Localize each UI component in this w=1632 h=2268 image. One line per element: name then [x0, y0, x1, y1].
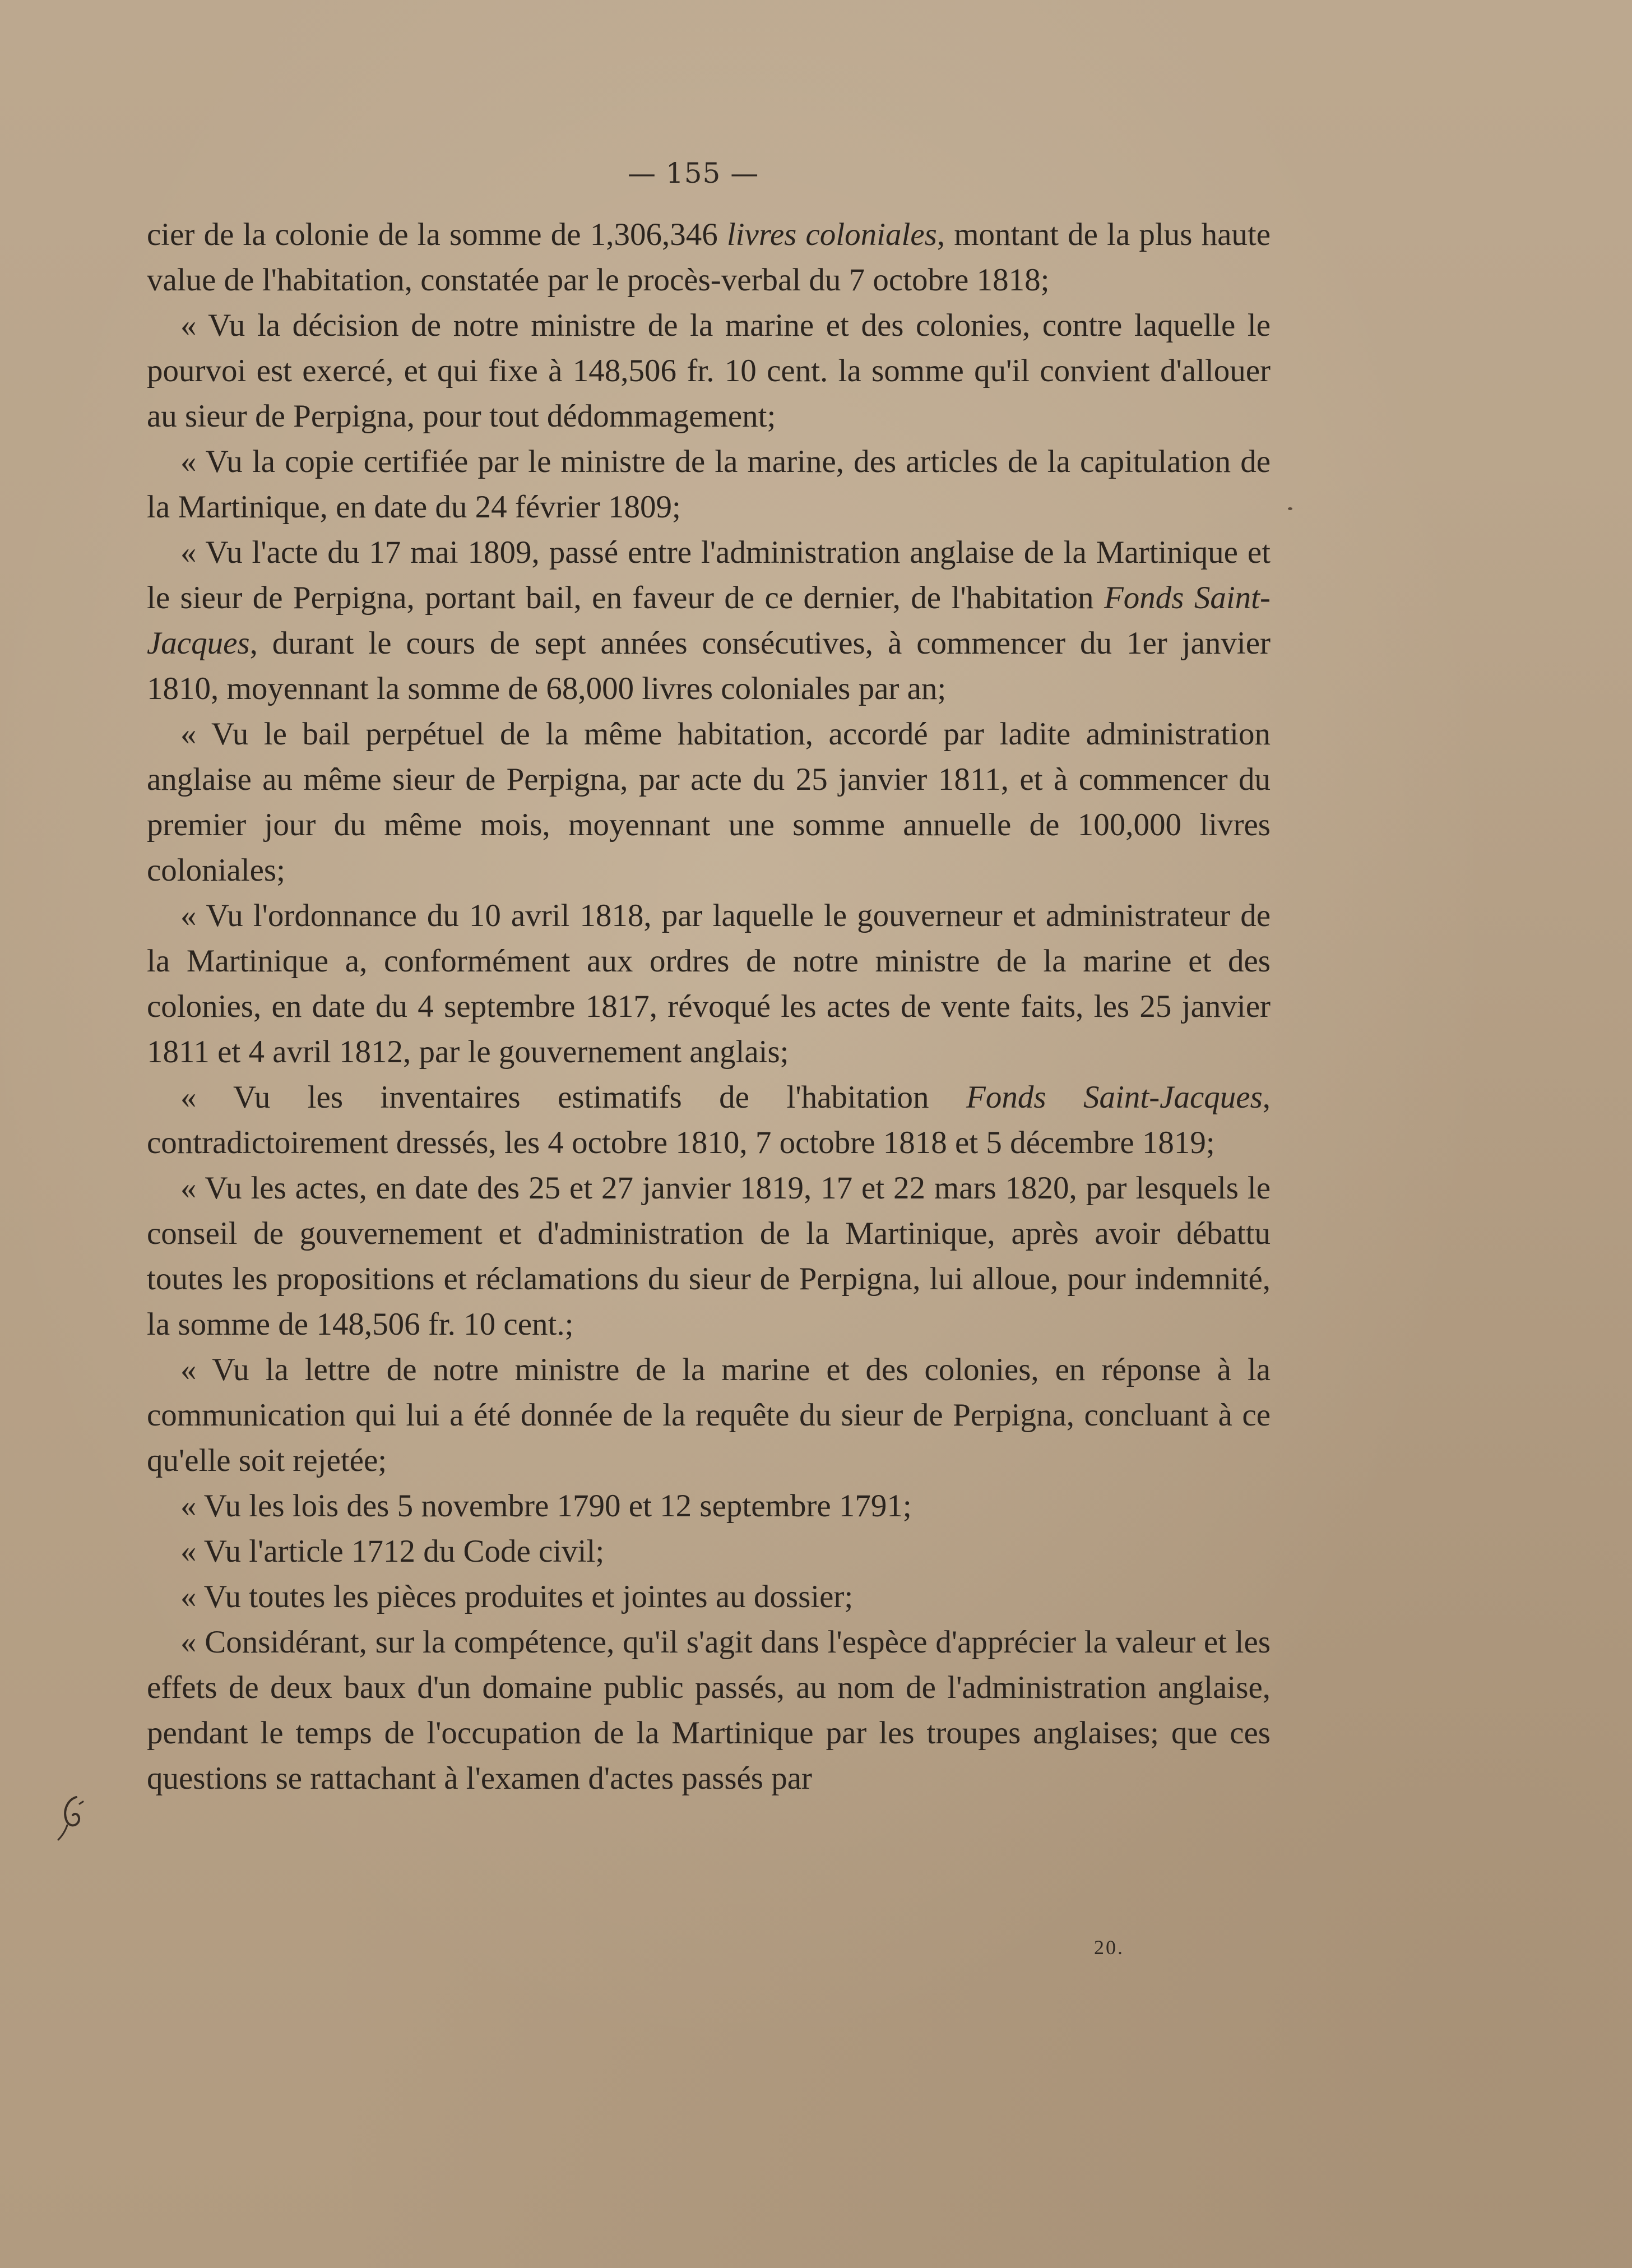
text-run: « Vu les actes, en date des 25 et 27 janvier 1819, 17 et 22 mars 1820, par lesquels le conseil de gouvernement et d'administration de la Martinique, après avoir débattu toutes les propositions et réclamations du sieur de Perpigna, lui alloue, pour indemnité, la somme de 148,506 fr. 10 cent.;: [147, 1170, 1271, 1342]
paragraph: [147, 212, 1271, 303]
italic-text: Fonds Saint-Jacques: [147, 580, 1271, 661]
text-run: « Considérant, sur la compétence, qu'il s'agit dans l'espèce d'apprécier la valeur et les effets de deux baux d'un domaine public passés, au nom de l'administration anglaise, pendant le temps de l'occupation de la Martinique par les troupes anglaises; que ces questions se rattachant à l'examen d'actes passés par: [147, 1624, 1271, 1796]
text-run: « Vu l'article 1712 du Code civil;: [180, 1534, 605, 1569]
text-run: « Vu les inventaires estimatifs de l'habitation: [180, 1080, 967, 1115]
text-run: « Vu toutes les pièces produites et jointes au dossier;: [180, 1579, 854, 1614]
text-run: « Vu les lois des 5 novembre 1790 et 12 septembre 1791;: [180, 1488, 912, 1524]
margin-annotation-icon: [52, 1787, 91, 1849]
paragraph: [147, 893, 1271, 1075]
text-run: « Vu la copie certifiée par le ministre de la marine, des articles de la capitulation de la Martinique, en date du 24 février 1809;: [147, 444, 1271, 525]
text-run: « Vu le bail perpétuel de la même habitation, accordé par ladite administration anglaise au même sieur de Perpigna, par acte du 25 janvier 1811, et à commencer du premier jour du même mois, moyennant une somme annuelle de 100,000 livres coloniales;: [147, 716, 1271, 888]
text-run: « Vu l'acte du 17 mai 1809, passé entre l'administration anglaise de la Martinique et le sieur de Perpigna, portant bail, en faveur de ce dernier, de l'habitation: [147, 535, 1271, 615]
margin-dot: [1288, 507, 1292, 510]
paragraph: [147, 1574, 1271, 1619]
italic-text: livres coloniales: [726, 217, 937, 252]
paragraph: [147, 1483, 1271, 1529]
italic-text: Fonds Saint-Jacques: [966, 1080, 1263, 1115]
paragraph: [147, 1529, 1271, 1574]
paragraph: [147, 1165, 1271, 1347]
paragraph: [147, 1619, 1271, 1801]
paragraph: [147, 711, 1271, 893]
body-text: [147, 212, 1271, 1801]
text-run: , durant le cours de sept années consécutives, à commencer du 1er janvier 1810, moyennant la somme de 68,000 livres coloniales par an;: [147, 626, 1271, 706]
page-number: — 155 —: [628, 157, 759, 189]
text-run: cier de la colonie de la somme de 1,306,346: [147, 217, 727, 252]
paragraph: [147, 303, 1271, 439]
paragraph: [147, 1075, 1271, 1165]
text-run: « Vu la décision de notre ministre de la marine et des colonies, contre laquelle le pourvoi est exercé, et qui fixe à 148,506 fr. 10 cent. la somme qu'il convient d'allouer au sieur de Perpigna, pour tout dédommagement;: [147, 308, 1271, 434]
text-run: , montant de la plus haute value de l'habitation, constatée par le procès-verbal du 7 octobre 1818;: [147, 217, 1271, 298]
text-run: « Vu la lettre de notre ministre de la marine et des colonies, en réponse à la communication qui lui a été donnée de la requête du sieur de Perpigna, concluant à ce qu'elle soit rejetée;: [147, 1352, 1271, 1478]
paragraph: [147, 1347, 1271, 1483]
text-run: , contradictoirement dressés, les 4 octobre 1810, 7 octobre 1818 et 5 décembre 1819;: [147, 1080, 1271, 1160]
paragraph: [147, 530, 1271, 711]
text-run: « Vu l'ordonnance du 10 avril 1818, par laquelle le gouverneur et administrateur de la Martinique a, conformément aux ordres de notre ministre de la marine et des colonies, en date du 4 septembre 1817, révoqué les actes de vente faits, les 25 janvier 1811 et 4 avril 1812, par le gouvernement anglais;: [147, 898, 1271, 1070]
paragraph: [147, 439, 1271, 530]
signature-mark: 20.: [1094, 1936, 1124, 1959]
